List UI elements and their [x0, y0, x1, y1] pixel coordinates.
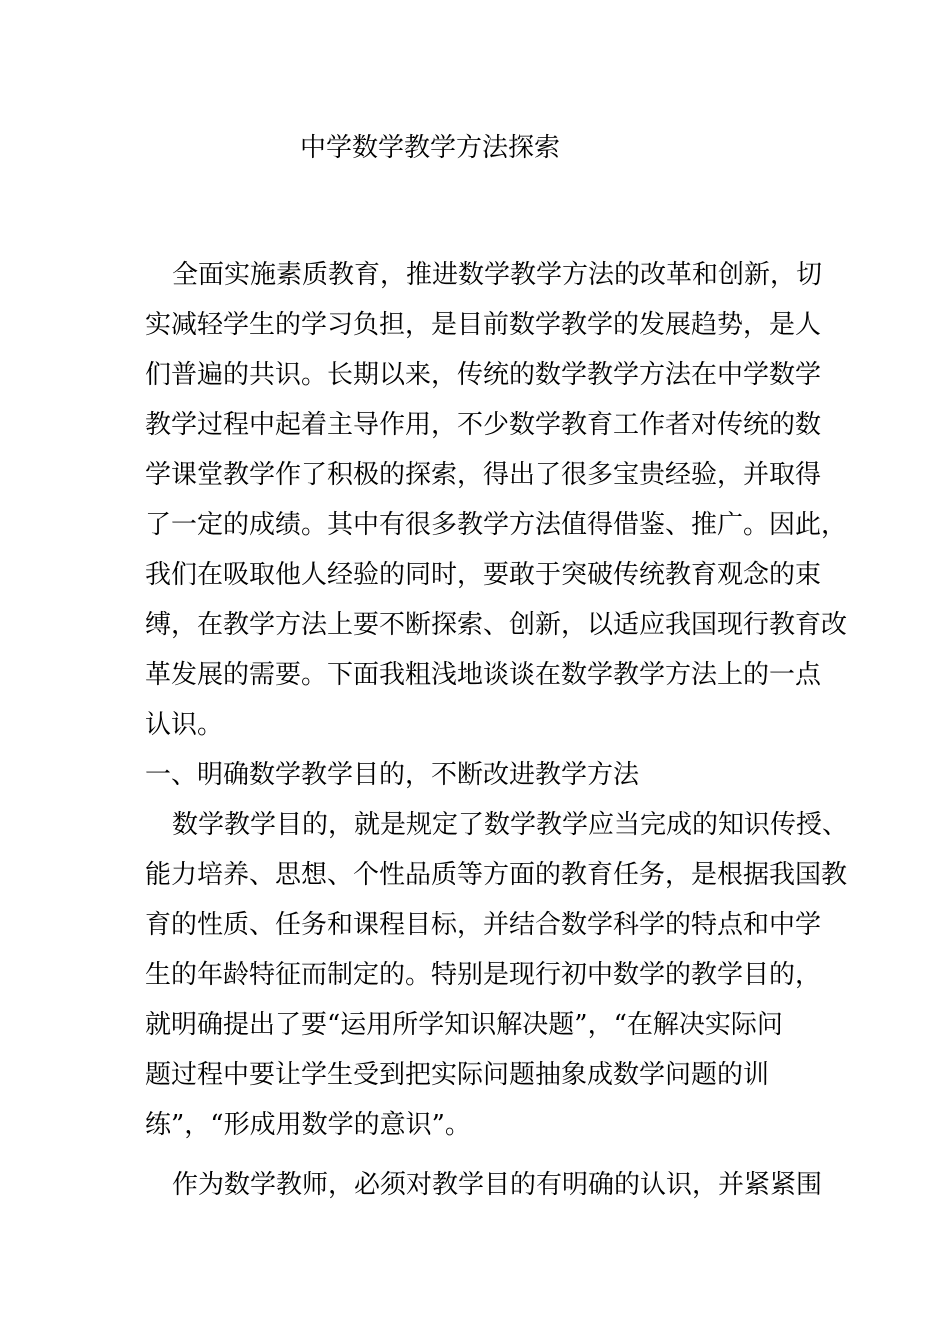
paragraph-line: 题过程中要让学生受到把实际问题抽象成数学问题的训 — [145, 1060, 770, 1090]
paragraph-line: 学课堂教学作了积极的探索，得出了很多宝贵经验，并取得 — [145, 460, 822, 490]
paragraph-line: 作为数学教师，必须对教学目的有明确的认识，并紧紧围 — [172, 1170, 823, 1200]
paragraph-line: 数学教学目的，就是规定了数学教学应当完成的知识传授、 — [172, 810, 849, 840]
paragraph-line: 认识。 — [145, 710, 224, 740]
paragraph-line: 们普遍的共识。长期以来，传统的数学教学方法在中学数学 — [145, 360, 822, 390]
paragraph-line: 缚，在教学方法上要不断探索、创新，以适应我国现行教育改 — [145, 610, 848, 640]
document-title: 中学数学教学方法探索 — [300, 133, 561, 163]
paragraph-line: 实减轻学生的学习负担，是目前数学教学的发展趋势，是人 — [145, 310, 822, 340]
paragraph-line: 能力培养、思想、个性品质等方面的教育任务，是根据我国教 — [145, 860, 848, 890]
document-body — [145, 250, 849, 1210]
paragraph-line: 练”，“形成用数学的意识”。 — [145, 1110, 471, 1140]
paragraph-line: 生的年龄特征而制定的。特别是现行初中数学的教学目的， — [145, 960, 822, 990]
paragraph-line: 就明确提出了要“运用所学知识解决题”，“在解决实际问 — [145, 1010, 783, 1040]
paragraph-line: 革发展的需要。下面我粗浅地谈谈在数学教学方法上的一点 — [145, 660, 822, 690]
paragraph-line: 全面实施素质教育，推进数学教学方法的改革和创新，切 — [172, 260, 823, 290]
paragraph-line: 了一定的成绩。其中有很多教学方法值得借鉴、推广。因此， — [145, 510, 848, 540]
paragraph-line: 我们在吸取他人经验的同时，要敢于突破传统教育观念的束 — [145, 560, 822, 590]
paragraph-line: 教学过程中起着主导作用，不少数学教育工作者对传统的数 — [145, 410, 822, 440]
paragraph-line: 育的性质、任务和课程目标，并结合数学科学的特点和中学 — [145, 910, 822, 940]
section-heading: 一、明确数学教学目的，不断改进教学方法 — [145, 760, 640, 790]
